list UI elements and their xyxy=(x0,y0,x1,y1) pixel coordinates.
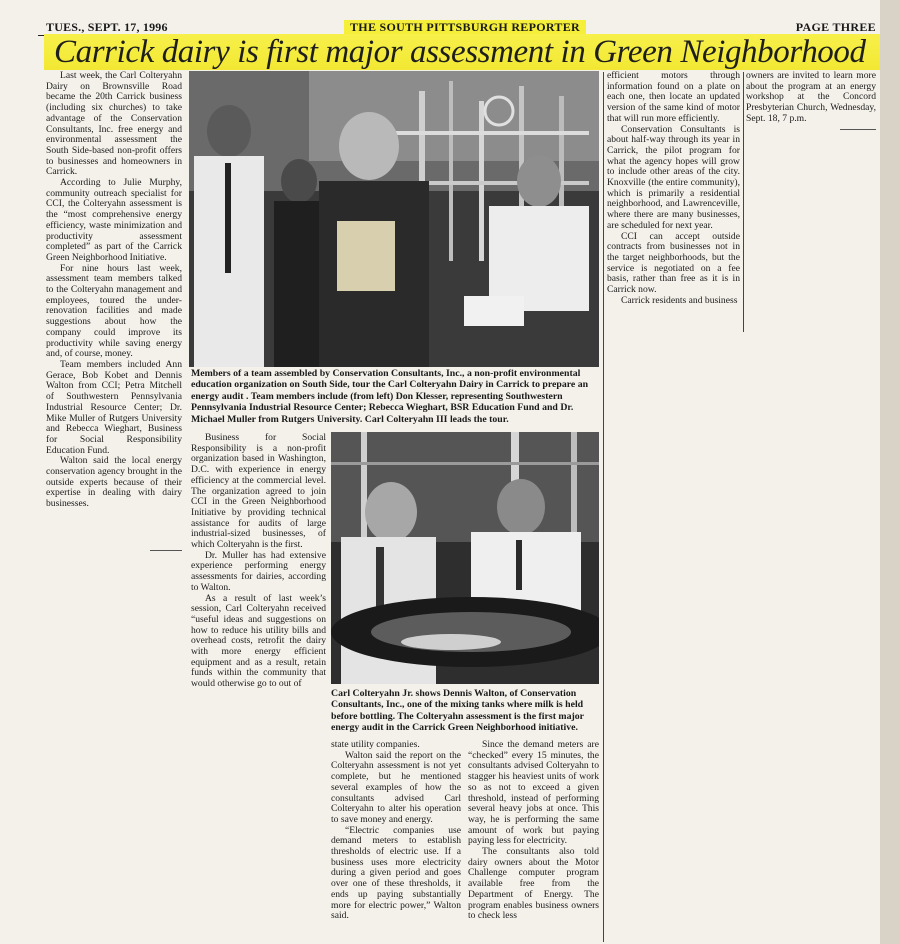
column-divider xyxy=(603,72,604,942)
article-end-rule xyxy=(840,129,876,130)
article-column-4 xyxy=(468,740,599,922)
article-column-2 xyxy=(191,433,326,690)
tour-photo xyxy=(189,71,599,367)
page-edge-shadow xyxy=(880,0,900,944)
article-column-1 xyxy=(46,71,182,510)
article-column-3 xyxy=(331,740,461,922)
paragraph: Since the demand meters are “checked” every 15 minutes, the consultants advised Colteryahn to stagger his heaviest units of work so as not to exceed a given threshold, instead of performing several heavy jobs at once. This way, he is performing the same amount of work but paying paying less for electricity. xyxy=(468,739,599,847)
paragraph: Business for Social Responsibility is a non-profit organization based in Washington, D.C. with experience in energy efficiency at the commercial level. The organization agreed to join CCI in the Green Neighborhood Initiative by providing technical assistance for audits of large industrial-sized businesses, of which Colteryahn is the first. xyxy=(191,432,326,551)
paragraph: Last week, the Carl Colteryahn Dairy on Brownsville Road became the 20th Carrick business (including six churches) to take advantage of the Conservation Consultants, Inc. free energy and environmental assessment the South Side-based non-profit offers to businesses and homeowners in Carrick. xyxy=(46,70,182,178)
headline: Carrick dairy is first major assessment in Green Neighborhood xyxy=(44,34,882,70)
paragraph: Conservation Consultants is about half-way through its year in Carrick, the pilot program for what the agency hopes will grow to include other areas of the city. Knoxville (the entire community), which is primarily a residential neighborhood, and Lawrenceville, where there are many businesses, are scheduled for next year. xyxy=(607,123,740,231)
paragraph: For nine hours last week, assessment team members talked to the Colteryahn management and employees, toured the under-renovation facilities and made suggestions about how the company could improve its productivity while saving energy and, of course, money. xyxy=(46,262,182,360)
column-divider xyxy=(743,72,744,332)
paragraph: Carrick residents and business xyxy=(621,294,738,306)
photo-caption-2: Carl Colteryahn Jr. shows Dennis Walton, of Conservation Consultants, Inc., one of the mixing tanks where milk is held before bottling. The Colteryahn assessment is the first major energy audit in the Carrick Green Neighborhood initiative. xyxy=(331,688,584,734)
paragraph: The consultants also told dairy owners about the Motor Challenge computer program available free from the Department of Energy. The program enables business owners to check less xyxy=(468,846,599,922)
paragraph: owners are invited to learn more about the program at an energy workshop at the Concord Presbyterian Church, Wednesday, Sept. 18, 7 p.m. xyxy=(746,70,876,124)
paragraph: “Electric companies use demand meters to establish thresholds of electric use. If a business uses more electricity during a given period and goes over one of these thresholds, it ends up paying substantially more for electric power,” Walton said. xyxy=(331,824,461,922)
paragraph: As a result of last week’s session, Carl Colteryahn received “useful ideas and suggestions on how to reduce his utility bills and overhead costs, retrofit the dairy with more energy efficient equipment and as a result, retain funds within the community that would otherwise go to out of xyxy=(191,592,326,690)
article-column-5 xyxy=(607,71,740,306)
newspaper-name: THE SOUTH PITTSBURGH REPORTER xyxy=(344,20,586,35)
paragraph: state utility companies. xyxy=(331,739,420,750)
article-column-6 xyxy=(746,71,876,125)
paragraph: CCI can accept outside contracts from businesses not in the target neighborhoods, but the service is negotiated on a fee basis, rather than free as it is in Carrick now. xyxy=(607,230,740,296)
issue-date: TUES., SEPT. 17, 1996 xyxy=(46,20,168,34)
photo-caption-1: Members of a team assembled by Conservation Consultants, Inc., a non-profit environmental education organization on South Side, tour the Carl Colteryahn Dairy in Carrick to prepare an energy audit . Team members include (from left) Don Klesser, representing Southwestern Pennsylvania Industrial Resource Center; Rebecca Wieghart, BSR Education Fund and Dr. Michael Muller from Rutgers University. Carl Colteryahn III leads the tour. xyxy=(191,368,589,425)
page-number: PAGE THREE xyxy=(795,20,876,34)
paragraph: Team members included Ann Gerace, Bob Kobet and Dennis Walton from CCI; Petra Mitchell of Southwestern Pennsylvania Industrial Resource Center; Dr. Mike Muller of Rutgers University and Rebecca Wieghart, Business for Social Responsibility Education Fund. xyxy=(46,358,182,456)
paragraph: According to Julie Murphy, community outreach specialist for CCI, the Colteryahn assessment is the “most comprehensive energy efficiency, waste minimization and productivity assessment completed” as part of the Carrick Green Neighborhood Initiative. xyxy=(46,177,182,263)
mixing-tank-photo xyxy=(331,432,599,684)
paragraph: Dr. Muller has had extensive experience performing energy assessments for dairies, according to Walton. xyxy=(191,549,326,593)
paragraph: Walton said the local energy conservation agency brought in the outside experts because of their expertise in dealing with dairy businesses. xyxy=(46,455,182,510)
paragraph: efficient motors through information found on a plate on each one, then locate an updated version of the same kind of motor that will run more efficiently. xyxy=(607,70,740,124)
column-end-rule xyxy=(150,550,182,551)
paragraph: Walton said the report on the Colteryahn assessment is not yet complete, but he mentioned several examples of how the consultants advised Carl Colteryahn to alter his operation to save money and energy. xyxy=(331,749,461,825)
